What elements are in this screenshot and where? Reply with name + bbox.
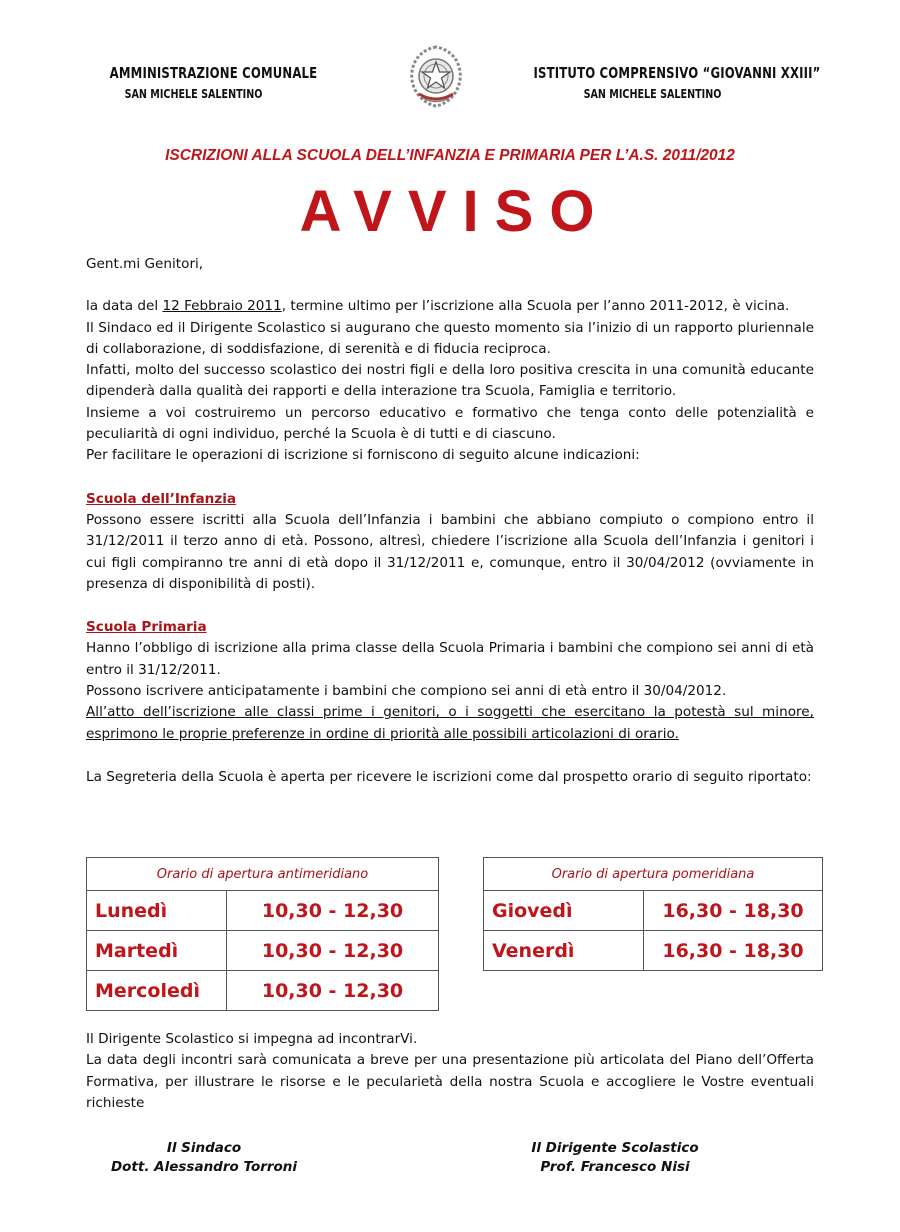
day-cell: Venerdì: [484, 931, 644, 971]
table-row: [87, 891, 439, 931]
document-title: AVVISO: [299, 179, 611, 244]
table-row: [484, 931, 823, 971]
italian-republic-emblem-icon: [405, 44, 467, 110]
closing-text: [86, 1029, 814, 1114]
morning-hours-header: Orario di apertura antimeridiano: [87, 858, 439, 891]
table-row: [87, 931, 439, 971]
section-title-infanzia: Scuola dell’Infanzia: [86, 490, 237, 507]
intro-paragraph-1: la data del 12 Febbraio 2011, termine ultimo per l’iscrizione alla Scuola per l’anno 2011-2012, è vicina.: [86, 298, 790, 315]
time-cell: 10,30 - 12,30: [227, 931, 439, 971]
intro-paragraph-5: Per facilitare le operazioni di iscrizione si forniscono di seguito alcune indicazioni:: [86, 447, 640, 464]
time-cell: 16,30 - 18,30: [644, 931, 823, 971]
intro-paragraph-4: Insieme a voi costruiremo un percorso educativo e formativo che tenga conto delle potenzialità e peculiarità di ogni individuo, perché la Scuola è di tutti e di ciascuno.: [86, 404, 814, 443]
greeting: Gent.mi Genitori,: [86, 256, 204, 272]
segreteria-text: La Segreteria della Scuola è aperta per ricevere le iscrizioni come dal prospetto orario di seguito riportato:: [86, 768, 812, 785]
day-cell: Lunedì: [87, 891, 227, 931]
primaria-paragraph-3: All’atto dell’iscrizione alle classi prime i genitori, o i soggetti che esercitano la potestà sul minore, esprimono le proprie preferenze in ordine di priorità alle possibili articolazioni di orario.: [86, 704, 814, 742]
time-cell: 16,30 - 18,30: [644, 891, 823, 931]
signature-role: Il Sindaco: [166, 1140, 242, 1156]
time-cell: 10,30 - 12,30: [227, 891, 439, 931]
school-title: ISTITUTO COMPRENSIVO “GIOVANNI XXIII”: [533, 64, 821, 82]
morning-hours-table: [86, 857, 439, 1011]
closing-paragraph-1: Il Dirigente Scolastico si impegna ad incontrarVi.: [86, 1031, 418, 1047]
afternoon-hours-header: Orario di apertura pomeridiana: [484, 858, 823, 891]
day-cell: Martedì: [87, 931, 227, 971]
table-row: [87, 971, 439, 1011]
school-town: SAN MICHELE SALENTINO: [583, 87, 722, 101]
signature-mayor: [104, 1139, 304, 1177]
table-row: [484, 891, 823, 931]
afternoon-hours-table: [483, 857, 823, 971]
signature-name: Prof. Francesco Nisi: [540, 1159, 690, 1175]
signature-name: Dott. Alessandro Torroni: [110, 1159, 298, 1175]
header-right: [500, 64, 821, 101]
intro-paragraph-2: Il Sindaco ed il Dirigente Scolastico si augurano che questo momento sia l’inizio di un rapporto pluriennale di collaborazione, di soddisfazione, di serenità e di fiducia reciproca.: [86, 319, 814, 357]
municipality-title: AMMINISTRAZIONE COMUNALE: [109, 64, 318, 82]
intro-paragraph-3: Infatti, molto del successo scolastico dei nostri figli e della loro positiva crescita in una comunità educante dipenderà dalla qualità dei rapporti e della interazione tra Scuola, Famiglia e territorio.: [86, 362, 814, 400]
primaria-paragraph-1: Hanno l’obbligo di iscrizione alla prima classe della Scuola Primaria i bambini che compiono sei anni di età entro il 31/12/2011.: [86, 640, 814, 678]
deadline-date: 12 Febbraio 2011: [162, 298, 282, 315]
infanzia-text: Possono essere iscritti alla Scuola dell’Infanzia i bambini che abbiano compiuto o compiono entro il 31/12/2011 il terzo anno di età. Possono, altresì, chiedere l’iscrizione alla Scuola dell’Infanzia i genitori i cui figli compiranno tre anni di età dopo il 31/12/2011 e, comunque, entro il 30/04/2012 (ovviamente in presenza di disponibilità di posti).: [86, 511, 814, 592]
document-body: [86, 254, 814, 788]
municipality-town: SAN MICHELE SALENTINO: [124, 87, 263, 101]
closing-paragraph-2: La data degli incontri sarà comunicata a breve per una presentazione più articolata del Piano dell’Offerta Formativa, per illustrare le risorse e le pecularietà della nostra Scuola e accogliere le Vostre eventuali richieste: [86, 1052, 814, 1111]
signature-principal: [520, 1139, 710, 1177]
header-left: [86, 64, 318, 101]
day-cell: Giovedì: [484, 891, 644, 931]
section-title-primaria: Scuola Primaria: [86, 619, 207, 636]
primaria-paragraph-2: Possono iscrivere anticipatamente i bambini che compiono sei anni di età entro il 30/04/2012.: [86, 683, 727, 700]
document-subtitle: ISCRIZIONI ALLA SCUOLA DELL’INFANZIA E PRIMARIA PER L’A.S. 2011/2012: [165, 147, 735, 164]
day-cell: Mercoledì: [87, 971, 227, 1011]
time-cell: 10,30 - 12,30: [227, 971, 439, 1011]
signature-role: Il Dirigente Scolastico: [531, 1140, 699, 1156]
